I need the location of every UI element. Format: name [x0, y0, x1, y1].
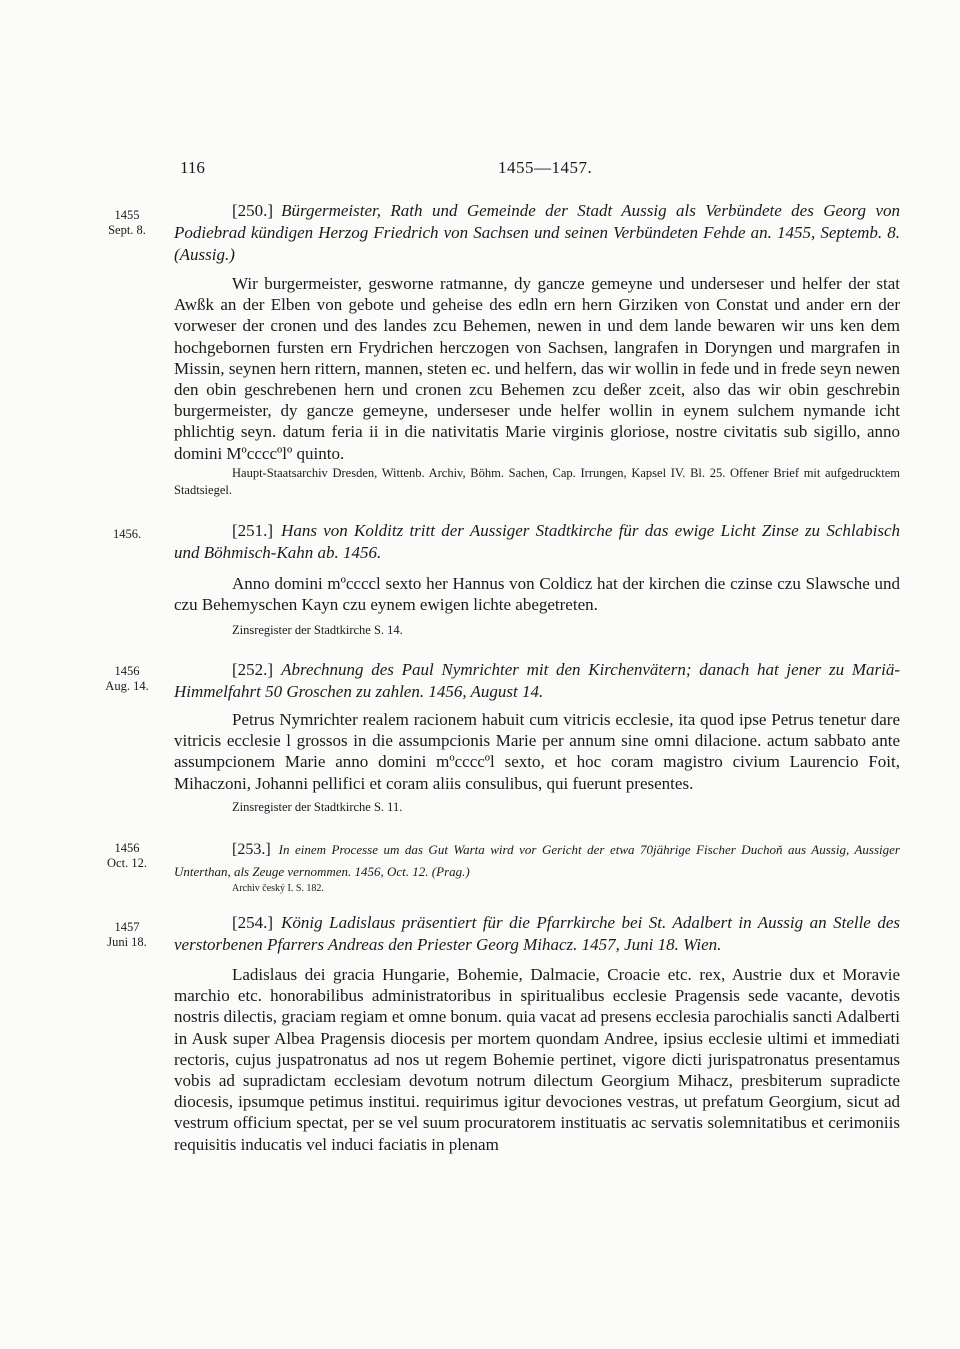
entry-number: [252.]: [232, 660, 274, 679]
entry-number: [253.]: [232, 841, 271, 858]
entry-title: König Ladislaus präsentiert für die Pfarrkirche bei St. Adalbert in Aussig an Stelle des verstorbenen Pfarrers Andreas den Priester Georg Mihacz. 1457, Juni 18. Wien.: [174, 913, 900, 954]
margin-date: 1455 Sept. 8.: [108, 208, 146, 237]
entry-title: Bürgermeister, Rath und Gemeinde der Stadt Aussig als Verbündete des Georg von Podiebrad kündigen Herzog Friedrich von Sachsen und seinen Verbündeten Fehde an. 1455, Septemb. 8. (Aussig.): [174, 201, 900, 264]
margin-date: 1457 Juni 18.: [107, 920, 147, 949]
entry-number: [250.]: [232, 201, 274, 220]
page-header: [0, 158, 960, 182]
margin-date: 1456 Oct. 12.: [107, 841, 147, 870]
entry-heading: [174, 912, 900, 956]
entry-title: Hans von Kolditz tritt der Aussiger Stadtkirche für das ewige Licht Zinse zu Schlabisch und Böhmisch-Kahn ab. 1456.: [174, 521, 900, 562]
entry-title: In einem Processe um das Gut Warta wird vor Gericht der etwa 70jährige Fischer Duchoň aus Aussig, Aussiger Unterthan, als Zeuge vernommen. 1456, Oct. 12. (Prag.): [174, 842, 900, 879]
entry-source: Zinsregister der Stadtkirche S. 11.: [232, 800, 403, 814]
entry-text: Petrus Nymrichter realem racionem habuit cum vitricis ecclesie, ita quod ipse Petrus tenetur dare vitricis ecclesie l grossos in die assumpcionis Marie per annum sine omni dilacione. actum sabbato ante assumpcionem Marie anno domini mºccccºl sexto, et hoc coram magistro civium Laurencio Foit, Mihaczoni, Johanni pellifici et coram aliis consulibus, qui fuerunt presentes.: [174, 710, 900, 793]
margin-date: 1456 Aug. 14.: [105, 664, 149, 693]
entry-heading: [174, 839, 900, 883]
entry-source: Haupt-Staatsarchiv Dresden, Wittenb. Archiv, Böhm. Sachen, Cap. Irrungen, Kapsel IV. Bl. 25. Offener Brief mit aufgedrucktem Stadtsiegel.: [174, 466, 900, 497]
entry-title: Abrechnung des Paul Nymrichter mit den Kirchenvätern; danach hat jener zu Mariä-Himmelfahrt 50 Groschen zu zahlen. 1456, August 14.: [174, 660, 900, 701]
entry-heading: [174, 659, 900, 703]
page-years: 1455—1457.: [498, 158, 593, 177]
entry-number: [251.]: [232, 521, 274, 540]
margin-date: 1456.: [112, 527, 142, 541]
entry-source: Zinsregister der Stadtkirche S. 14.: [232, 623, 403, 637]
entry-source: Archiv český I. S. 182.: [232, 883, 324, 894]
entry-heading: [174, 200, 900, 266]
entry-text: Anno domini mºccccl sexto her Hannus von Coldicz hat der kirchen die czinse czu Slawsche und czu Behemyschen Kayn czu eynem ewigen lichte abegetreten.: [174, 574, 900, 615]
entry-text: Wir burgermeister, gesworne ratmanne, dy gancze gemeyne und underseser und helfer der stat Awßk an der Elben von gebote und geheise des edln ern hern Girziken von Constat und ander ern der vorweser der cronen und des landes zcu Behemen, newen in und dem lande bewaren wir uns ken dem hochgebornen fursten ern Frydrichen herczogen von Sachsen, langrafen in Doryngen und margrafen in Missin, seynen hern rittern, mannen, steten ec. und helfern, das wir wollin in fede und in frede seyn newen den obin geschrebenen hern und cronen zcu Behemen zcu deßer zceit, also das wir obin geschrebin burgermeister, dy gancze gemeyne, underseser unde helfer wollin in eynem sulchem nymande icht phlichtig seyn. datum feria ii in die nativitatis Marie virginis gloriose, nostre civitatis sub sigillo, anno domini Mºccccºlº quinto.: [174, 274, 900, 463]
entry-heading: [174, 520, 900, 564]
entry-text: Ladislaus dei gracia Hungarie, Bohemie, Dalmacie, Croacie etc. rex, Austrie dux et Moravie marchio etc. honorabilibus administratoribus in spiritualibus ecclesie Pragensis sede vacante, devotis nostris dilectis, graciam regiam et omne bonum. quia vacat ad presens ecclesia parochialis sancti Adalberti in Ausk super Albea Pragensis diocesis per mortem quondam Andree, ipsius ecclesie ultimi et immediati rectoris, cujus juspatronatus ad nos ut regem Bohemie pertinet, vigore dicti jurispatronatus presentamus vobis ad supradictam ecclesiam devotum notrum dilectum Georgium Mihacz, presbiterum supradicte diocesis, ipsumque petimus institui. requirimus igitur devociones vestras, ut prefatum Georgium, sicut ad vestrum officium spectat, per se vel suum procuratorem instituatis ac servatis solemnitatibus et cerimoniis requisitis inducatis vel induci faciatis in plenam: [174, 965, 900, 1154]
entry-number: [254.]: [232, 913, 274, 932]
page-number: 116: [180, 158, 205, 177]
